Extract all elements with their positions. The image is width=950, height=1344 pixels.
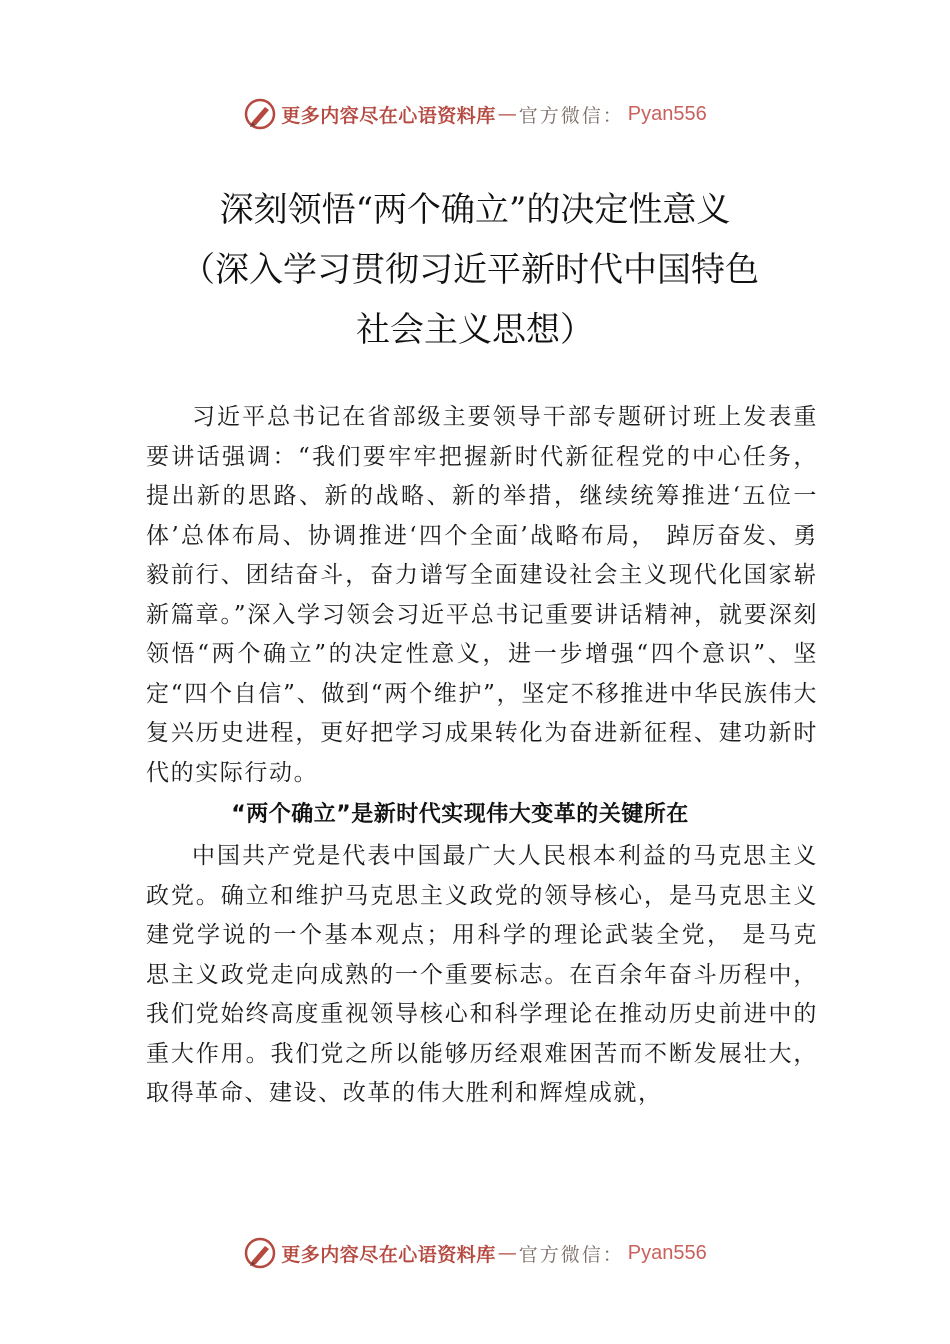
body-paragraph-1 [146, 398, 818, 793]
section-heading-text: “两个确立”是新时代实现伟大变革的关键所在 [231, 802, 689, 827]
title-line-1: 深刻领悟“两个确立”的决定性意义 [219, 190, 731, 230]
banner-wechat-label: 官方微信： [518, 104, 624, 127]
section-heading [0, 797, 950, 828]
pen-logo-icon [243, 1236, 277, 1270]
document-title [0, 180, 950, 360]
banner-text: 更多内容尽在心语资料库 [281, 104, 496, 127]
pen-logo-icon [243, 97, 277, 131]
banner-dash: — [497, 1242, 517, 1264]
banner-wechat-id: Pyan556 [627, 102, 707, 125]
paragraph-text: 习近平总书记在省部级主要领导干部专题研讨班上发表重要讲话强调：“我们要牢牢把握新时代新征程党的中心任务，提出新的思路、新的战略、新的举措，继续统筹推进‘五位一体’总体布局、协调推进‘四个全面’战略布局， 踔厉奋发、勇毅前行、团结奋斗，奋力谱写全面建设社会主义现代化国家崭新篇章。”深入学习领会习近平总书记重要讲话精神，就要深刻领悟“两个确立”的决定性意义，进一步增强“四个意识”、坚定“四个自信”、做到“两个维护”，坚定不移推进中华民族伟大复兴历史进程，更好把学习成果转化为奋进新征程、建功新时代的实际行动。 [146, 404, 818, 786]
banner-wechat-label: 官方微信： [518, 1243, 624, 1266]
paragraph-text: 中国共产党是代表中国最广大人民根本利益的马克思主义政党。确立和维护马克思主义政党的领导核心，是马克思主义建党学说的一个基本观点；用科学的理论武装全党， 是马克思主义政党走向成熟的一个重要标志。在百余年奋斗历程中，我们党始终高度重视领导核心和科学理论在推动历史前进中的重大作用。我们党之所以能够历经艰难困苦而不断发展壮大，取得革命、建设、改革的伟大胜利和辉煌成就， [146, 843, 818, 1106]
banner-wechat-id: Pyan556 [627, 1241, 707, 1264]
body-paragraph-2 [146, 837, 818, 1114]
banner-dash: — [497, 103, 517, 125]
header-watermark-banner [0, 94, 950, 134]
title-line-3: 社会主义思想） [356, 310, 594, 350]
footer-watermark-banner [0, 1233, 950, 1273]
banner-text: 更多内容尽在心语资料库 [281, 1243, 496, 1266]
title-line-2: （深入学习贯彻习近平新时代中国特色 [181, 250, 759, 290]
